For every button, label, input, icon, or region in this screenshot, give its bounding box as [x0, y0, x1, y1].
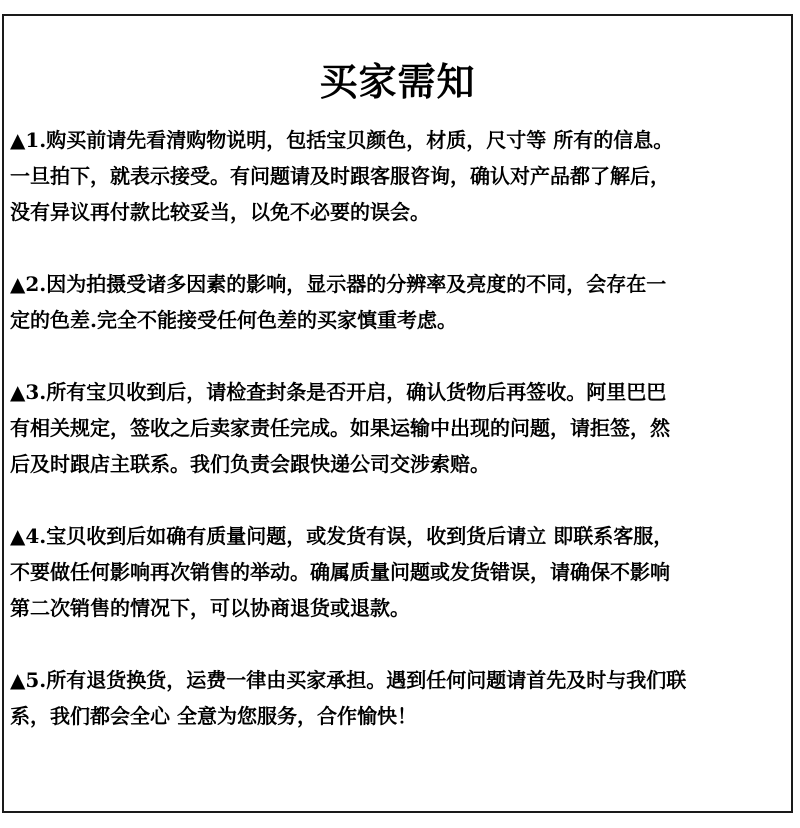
notice-item-5: [10, 662, 787, 734]
notice-line: 一旦拍下，就表示接受。有问题请及时跟客服咨询，确认对产品都了解后，: [10, 164, 670, 188]
notice-line: 第二次销售的情况下，可以协商退货或退款。: [10, 596, 410, 620]
notice-line: ▲5.所有退货换货，运费一律由买家承担。遇到任何问题请首先及时与我们联: [10, 668, 687, 692]
notice-list: [10, 122, 787, 770]
notice-line: 定的色差.完全不能接受任何色差的买家慎重考虑。: [10, 308, 457, 332]
notice-line: 后及时跟店主联系。我们负责会跟快递公司交涉索赔。: [10, 452, 490, 476]
notice-line: ▲4.宝贝收到后如确有质量问题，或发货有误，收到货后请立 即联系客服，: [10, 524, 674, 548]
notice-item-2: [10, 266, 787, 338]
notice-line: 不要做任何影响再次销售的举动。确属质量问题或发货错误，请确保不影响: [10, 560, 670, 584]
page-title: 买家需知: [319, 59, 476, 104]
notice-line: 有相关规定，签收之后卖家责任完成。如果运输中出现的问题，请拒签，然: [10, 416, 670, 440]
notice-item-3: [10, 374, 787, 482]
notice-line: ▲1.购买前请先看清购物说明，包括宝贝颜色，材质，尺寸等 所有的信息。: [10, 128, 674, 152]
notice-line: 系，我们都会全心 全意为您服务，合作愉快！: [10, 704, 417, 728]
notice-frame: [2, 14, 793, 813]
notice-item-1: [10, 122, 787, 230]
notice-line: 没有异议再付款比较妥当，以免不必要的误会。: [10, 200, 430, 224]
notice-line: ▲3.所有宝贝收到后，请检查封条是否开启，确认货物后再签收。阿里巴巴: [10, 380, 667, 404]
notice-line: ▲2.因为拍摄受诸多因素的影响，显示器的分辨率及亮度的不同，会存在一: [10, 272, 667, 296]
notice-item-4: [10, 518, 787, 626]
